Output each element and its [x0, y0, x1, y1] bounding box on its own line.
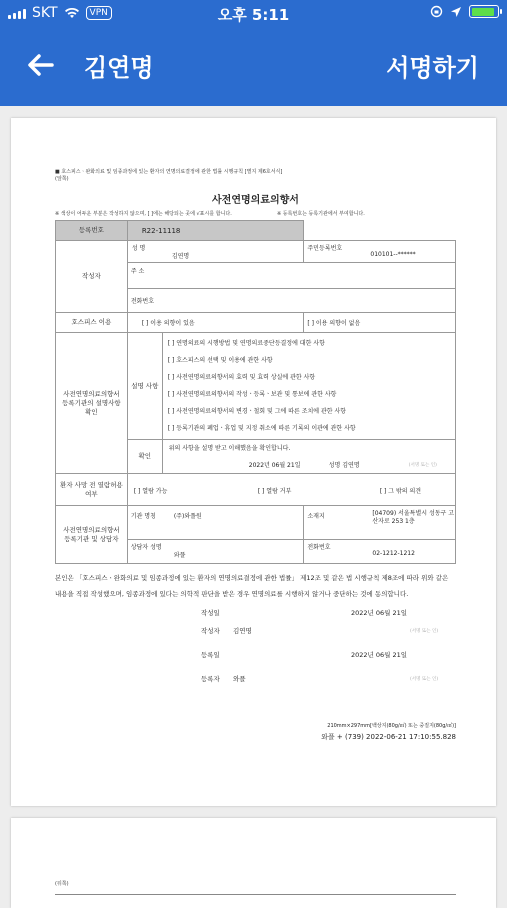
- agency-label: 사전연명의료의향서 등록기관 및 상담자: [56, 506, 128, 564]
- carrier-label: SKT: [32, 5, 58, 21]
- consent-statement: 본인은 「호스피스ㆍ완화의료 및 임종과정에 있는 환자의 연명의료결정에 관한 법률」 제12조 및 같은 법 시행규칙 제8조에 따라 위와 같은 내용을 직접 작성했으며, 임종과정에 있다는 의학적 판단을 받은 경우 연명의료를 시행하지 않거나 중단하는 것에 동의합니다.: [55, 574, 449, 598]
- rrn-value: 010101--******: [370, 251, 416, 258]
- agency-addr-label: 소재지: [307, 513, 325, 520]
- law-header: ■ 호스피스ㆍ완화의료 및 임종과정에 있는 환자의 연명의료결정에 관한 법률 시행규칙 [별지 제6호서식]: [55, 169, 283, 175]
- note-left: ※ 색상이 어두운 부분은 작성하지 않으며, [ ]에는 해당되는 곳에 √표시를 합니다.: [55, 211, 232, 217]
- confirm-sign-hint: (서명 또는 인): [408, 463, 437, 468]
- lock-rotation-icon: [430, 5, 443, 18]
- reg-no-label: 등록번호: [56, 221, 128, 241]
- writer-sign-name: 김연명: [233, 627, 252, 635]
- signature-block: [55, 608, 456, 718]
- explain-item[interactable]: [ ] 사전연명의료의향서의 작성ㆍ등록ㆍ보관 및 통보에 관한 사항: [167, 391, 337, 398]
- status-bar: [0, 0, 507, 26]
- page-divider: [55, 894, 456, 895]
- registrant-label: 등록자: [201, 675, 220, 683]
- writer-sign-label: 작성자: [201, 627, 220, 635]
- confirm-date: 2022년 06월 21일: [248, 462, 301, 469]
- view-other[interactable]: [ ] 그 밖의 의견: [379, 488, 422, 495]
- agency-name-label: 기관 명칭: [130, 513, 156, 520]
- explain-item[interactable]: [ ] 등록기관의 폐업ㆍ휴업 및 지정 취소에 따른 기록의 이관에 관한 사항: [167, 425, 356, 432]
- counselor-name: 와플: [173, 552, 186, 559]
- front-side-label: (앞쪽): [55, 176, 69, 182]
- rrn-label: 주민등록번호: [307, 245, 343, 252]
- address-label: 주 소: [127, 263, 455, 289]
- document-footer: 와플 + (739) 2022-06-21 17:10:55.828: [321, 733, 456, 741]
- confirm-text: 위의 사항을 설명 받고 이해했음을 확인합니다.: [168, 445, 291, 452]
- explain-items-label: 설명 사항: [127, 333, 162, 440]
- counselor-label: 상담자 성명: [130, 544, 162, 551]
- explain-item[interactable]: [ ] 사전연명의료의향서의 변경ㆍ철회 및 그에 따른 조치에 관한 사항: [167, 408, 347, 415]
- explain-label: 사전연명의료의향서 등록기관의 설명사항 확인: [56, 333, 128, 474]
- view-yes[interactable]: [ ] 열람 가능: [133, 488, 168, 495]
- location-icon: [450, 6, 462, 18]
- explain-item[interactable]: [ ] 호스피스의 선택 및 이용에 관한 사항: [167, 357, 273, 364]
- name-value: 김연명: [171, 253, 190, 260]
- registrant-name: 와플: [233, 675, 246, 683]
- writer-label: 작성자: [56, 241, 128, 313]
- registered-date: 2022년 06월 21일: [351, 651, 408, 659]
- view-no[interactable]: [ ] 열람 거부: [257, 488, 292, 495]
- registered-date-label: 등록일: [201, 651, 220, 659]
- status-time: 오후 5:11: [217, 6, 290, 24]
- hospice-no[interactable]: [ ] 이용 의향이 없음: [304, 313, 456, 333]
- explain-item[interactable]: [ ] 사전연명의료의향서의 효력 및 효력 상실에 관한 사항: [167, 374, 316, 381]
- back-arrow-icon[interactable]: [24, 48, 58, 82]
- battery-icon: [469, 5, 499, 18]
- view-label: 환자 사망 전 열람허용 여부: [56, 474, 128, 506]
- writer-sign-hint: (서명 또는 인): [410, 629, 439, 634]
- form-title: 사전연명의료의향서: [212, 195, 299, 206]
- back-side-label: (뒤쪽): [55, 881, 69, 887]
- agency-phone-label: 전화번호: [307, 544, 331, 551]
- form-table: [55, 220, 456, 564]
- document-page-2: [11, 818, 496, 908]
- vpn-badge: VPN: [86, 6, 112, 20]
- note-right: ※ 등록번호는 등록기관에서 부여합니다.: [277, 211, 365, 217]
- app-bar: [0, 26, 507, 106]
- hospice-label: 호스피스 이용: [56, 313, 128, 333]
- advance-directive-form: [55, 169, 456, 742]
- hospice-yes[interactable]: [ ] 이용 의향이 있음: [127, 313, 304, 333]
- written-date-label: 작성일: [201, 609, 220, 617]
- document-page-1: [11, 118, 496, 806]
- reg-no-value: R22-11118: [127, 221, 304, 241]
- confirm-label: 확인: [127, 440, 162, 474]
- paper-size-note: 210mm×297mm[백상지(80g/㎡) 또는 중질지(80g/㎡)]: [327, 723, 456, 729]
- sign-button[interactable]: 서명하기: [386, 54, 479, 82]
- written-date: 2022년 06월 21일: [351, 609, 408, 617]
- agency-name: (주)와플원: [173, 513, 202, 520]
- agency-phone: 02-1212-1212: [372, 550, 415, 557]
- phone-label: 전화번호: [127, 289, 455, 313]
- name-label: 성 명: [131, 245, 146, 252]
- registrant-sign-hint: (서명 또는 인): [410, 677, 439, 682]
- confirm-sign: 성명 김연명: [328, 462, 360, 469]
- page-title: 김연명: [84, 54, 154, 82]
- agency-addr: [04709) 서울특별시 성동구 고산자로 253 1층: [372, 510, 455, 525]
- explain-item[interactable]: [ ] 연명의료의 시행방법 및 연명의료중단등결정에 대한 사항: [167, 340, 325, 347]
